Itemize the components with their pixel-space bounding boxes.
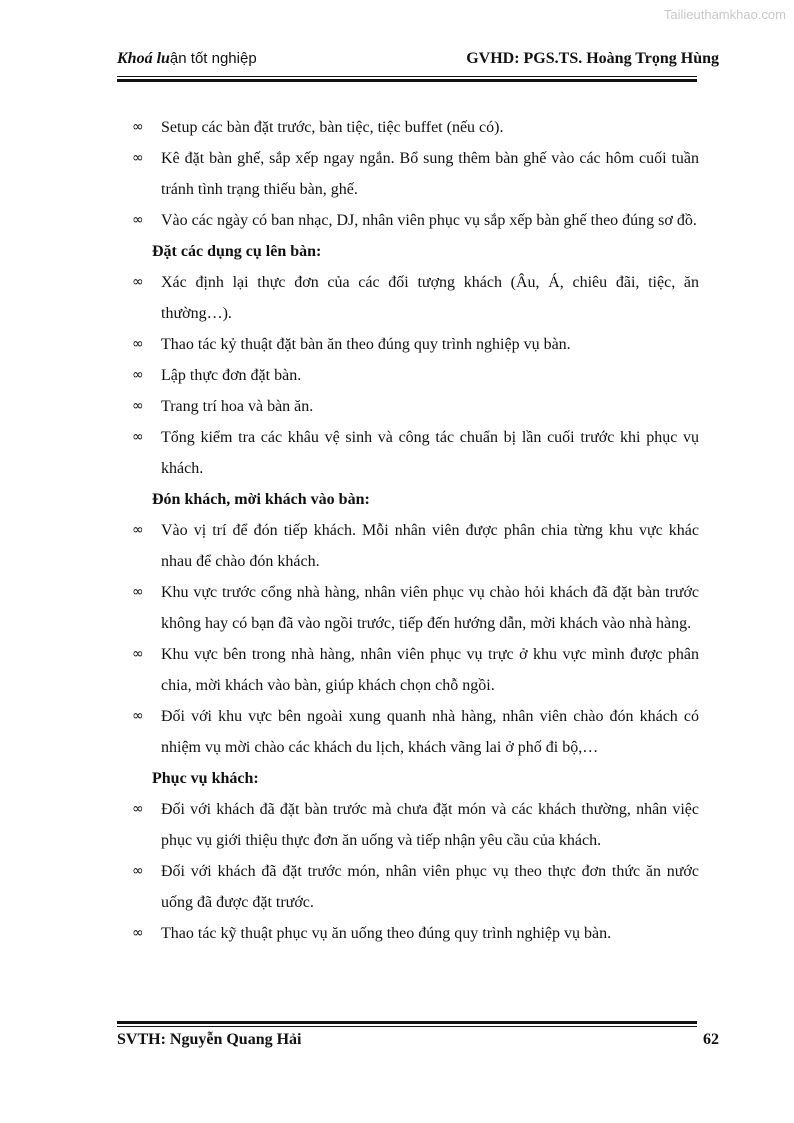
section-heading: Phục vụ khách:	[152, 770, 259, 787]
list-item	[132, 329, 699, 360]
bullet-icon: ∞	[132, 863, 144, 879]
bullet-icon: ∞	[132, 584, 144, 600]
list-item	[132, 422, 699, 484]
bullet-icon: ∞	[132, 522, 144, 538]
header-supervisor: GVHD: PGS.TS. Hoàng Trọng Hùng	[466, 50, 719, 67]
footer-rule-thin	[117, 1026, 697, 1027]
bullet-icon: ∞	[132, 336, 144, 352]
bullet-icon: ∞	[132, 398, 144, 414]
list-item	[132, 267, 699, 329]
bullet-icon: ∞	[132, 367, 144, 383]
list-item-text: Đối với khách đã đặt trước món, nhân viên phục vụ theo thực đơn thức ăn nước uống đã được đặt trước.	[161, 863, 699, 911]
header-rule-thick	[117, 79, 697, 82]
list-item-text: Trang trí hoa và bàn ăn.	[161, 398, 314, 415]
footer-rule-thick	[117, 1021, 697, 1024]
list-item	[132, 391, 699, 422]
section-heading: Đặt các dụng cụ lên bàn:	[152, 243, 322, 260]
page-header	[117, 50, 719, 72]
list-item-text: Vào các ngày có ban nhạc, DJ, nhân viên phục vụ sắp xếp bàn ghế theo đúng sơ đồ.	[161, 212, 697, 229]
header-title-rest: ận tốt nghiệp	[169, 50, 257, 67]
list-item-text: Lập thực đơn đặt bàn.	[161, 367, 302, 384]
bullet-icon: ∞	[132, 212, 144, 228]
bullet-icon: ∞	[132, 119, 144, 135]
footer-author: SVTH: Nguyễn Quang Hải	[117, 1031, 302, 1048]
list-item-text: Đối với khách đã đặt bàn trước mà chưa đặt món và các khách thường, nhân việc phục vụ giới thiệu thực đơn ăn uống và tiếp nhận yêu cầu của khách.	[161, 801, 699, 849]
page-footer	[117, 1031, 719, 1049]
list-item-text: Đối với khu vực bên ngoài xung quanh nhà hàng, nhân viên chào đón khách có nhiệm vụ mời chào các khách du lịch, khách vãng lai ở phố đi bộ,…	[161, 708, 699, 756]
list-item	[132, 918, 699, 949]
list-item	[132, 639, 699, 701]
list-item-text: Khu vực trước cổng nhà hàng, nhân viên phục vụ chào hỏi khách đã đặt bàn trước không hay có bạn đã vào ngồi trước, tiếp đến hướng dẫn, mời khách vào nhà hàng.	[161, 584, 699, 632]
section-heading: Đón khách, mời khách vào bàn:	[152, 491, 370, 508]
list-item-text: Thao tác kỹ thuật phục vụ ăn uống theo đúng quy trình nghiệp vụ bàn.	[161, 925, 612, 942]
bullet-icon: ∞	[132, 801, 144, 817]
bullet-icon: ∞	[132, 274, 144, 290]
page-number: 62	[703, 1031, 719, 1048]
bullet-icon: ∞	[132, 646, 144, 662]
list-item	[132, 577, 699, 639]
bullet-icon: ∞	[132, 925, 144, 941]
list-item	[132, 515, 699, 577]
list-item	[132, 701, 699, 763]
bullet-icon: ∞	[132, 150, 144, 166]
list-item	[132, 112, 699, 143]
list-item-text: Vào vị trí để đón tiếp khách. Mỗi nhân viên được phân chia từng khu vực khác nhau để chào đón khách.	[161, 522, 699, 570]
list-item-text: Setup các bàn đặt trước, bàn tiệc, tiệc buffet (nếu có).	[161, 119, 504, 136]
list-item-text: Tổng kiểm tra các khâu vệ sinh và công tác chuẩn bị lần cuối trước khi phục vụ khách.	[161, 429, 699, 477]
list-item-text: Thao tác kỷ thuật đặt bàn ăn theo đúng quy trình nghiệp vụ bàn.	[161, 336, 571, 353]
watermark: Tailieuthamkhao.com	[663, 7, 786, 22]
list-item	[132, 794, 699, 856]
list-item	[132, 205, 699, 236]
document-body	[132, 112, 699, 949]
bullet-icon: ∞	[132, 708, 144, 724]
bullet-icon: ∞	[132, 429, 144, 445]
header-title-italic: Khoá lu	[117, 50, 170, 67]
header-left	[117, 50, 257, 68]
list-item	[132, 856, 699, 918]
list-item	[132, 360, 699, 391]
list-item-text: Khu vực bên trong nhà hàng, nhân viên phục vụ trực ở khu vực mình được phân chia, mời khách vào bàn, giúp khách chọn chỗ ngồi.	[161, 646, 699, 694]
list-item-text: Xác định lại thực đơn của các đối tượng khách (Âu, Á, chiêu đãi, tiệc, ăn thường…).	[161, 274, 699, 322]
list-item-text: Kê đặt bàn ghế, sắp xếp ngay ngắn. Bổ sung thêm bàn ghế vào các hôm cuối tuần tránh tình trạng thiếu bàn, ghế.	[161, 150, 699, 198]
header-rule-thin	[117, 76, 697, 77]
list-item	[132, 143, 699, 205]
